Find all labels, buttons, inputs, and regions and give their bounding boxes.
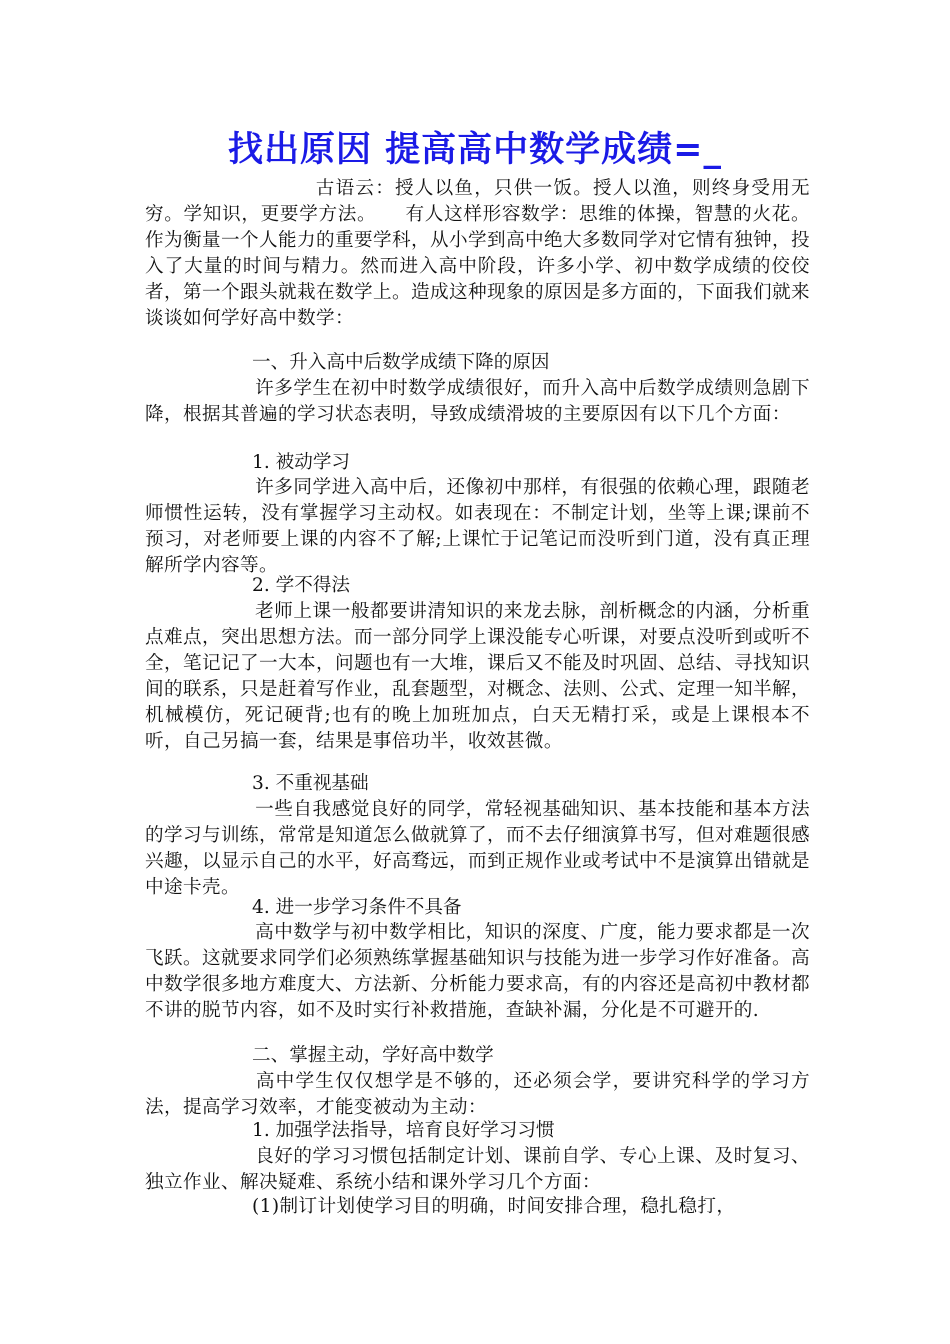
paragraph-text: 老师上课一般都要讲清知识的来龙去脉，剖析概念的内涵，分析重点难点，突出思想方法。而一部分同学上课没能专心听课，对要点没听到或听不全，笔记记了一大本，问题也有一大堆，课后又不能及时巩固、总结、寻找知识间的联系，只是赶着写作业，乱套题型，对概念、法则、公式、定理一知半解，机械模仿，死记硬背;也有的晚上加班加点，白天无精打采，或是上课根本不听，自己另搞一套，结果是事倍功半，收效甚微。 (145, 601, 810, 752)
paragraph-wrong-method (145, 599, 810, 755)
section-heading-1: 一、升入高中后数学成绩下降的原因 (252, 352, 550, 373)
document-title: 找出原因 提高高中数学成绩=_ (227, 130, 722, 170)
subheading-conditions: 4. 进一步学习条件不具备 (252, 897, 462, 918)
paragraph-text: (1)制订计划使学习目的明确，时间安排合理，稳扎稳打， (252, 1196, 736, 1217)
paragraph-text: 良好的学习习惯包括制定计划、课前自学、专心上课、及时复习、独立作业、解决疑难、系统小结和课外学习几个方面： (145, 1146, 810, 1193)
subheading-ignore-basics: 3. 不重视基础 (252, 773, 369, 794)
paragraph-method-intro (145, 1069, 810, 1121)
subheading-passive-learning: 1. 被动学习 (252, 452, 351, 473)
paragraph-study-habits (145, 1144, 810, 1196)
paragraph-text: 许多同学进入高中后，还像初中那样，有很强的依赖心理，跟随老师惯性运转，没有掌握学习主动权。如表现在：不制定计划，坐等上课;课前不预习，对老师要上课的内容不了解;上课忙于记笔记而没听到门道，没有真正理解所学内容等。 (145, 477, 810, 576)
subheading-study-habits: 1. 加强学法指导，培育良好学习习惯 (252, 1120, 555, 1141)
paragraph-conditions (145, 920, 810, 1024)
paragraph-text: 古语云：授人以鱼，只供一饭。授人以渔，则终身受用无穷。学知识，更要学方法。 有人这样形容数学：思维的体操，智慧的火花。作为衡量一个人能力的重要学科，从小学到高中绝大多数同学对它情有独钟，投入了大量的时间与精力。然而进入高中阶段，许多小学、初中数学成绩的佼佼者，第一个跟头就栽在数学上。造成这种现象的原因是多方面的，下面我们就来谈谈如何学好高中数学： (145, 178, 810, 329)
paragraph-reasons-intro (145, 376, 810, 428)
paragraph-passive-learning (145, 475, 810, 579)
paragraph-text: 许多学生在初中时数学成绩很好，而升入高中后数学成绩则急剧下降，根据其普遍的学习状态表明，导致成绩滑坡的主要原因有以下几个方面： (145, 378, 810, 425)
paragraph-ignore-basics (145, 797, 810, 901)
paragraph-text: 一些自我感觉良好的同学，常轻视基础知识、基本技能和基本方法的学习与训练，常常是知道怎么做就算了，而不去仔细演算书写，但对难题很感兴趣，以显示自己的水平，好高骛远，而到正规作业或考试中不是演算出错就是中途卡壳。 (145, 799, 810, 898)
paragraph-text: 高中学生仅仅想学是不够的，还必须会学，要讲究科学的学习方法，提高学习效率，才能变被动为主动： (145, 1071, 810, 1118)
paragraph-plan (145, 1194, 810, 1220)
paragraph-text: 高中数学与初中数学相比，知识的深度、广度，能力要求都是一次飞跃。这就要求同学们必须熟练掌握基础知识与技能为进一步学习作好准备。高中数学很多地方难度大、方法新、分析能力要求高，有的内容还是高初中教材都不讲的脱节内容，如不及时实行补救措施，查缺补漏，分化是不可避开的. (145, 922, 810, 1021)
paragraph-intro (145, 176, 810, 332)
subheading-wrong-method: 2. 学不得法 (252, 575, 351, 596)
section-heading-2: 二、掌握主动，学好高中数学 (252, 1045, 494, 1066)
